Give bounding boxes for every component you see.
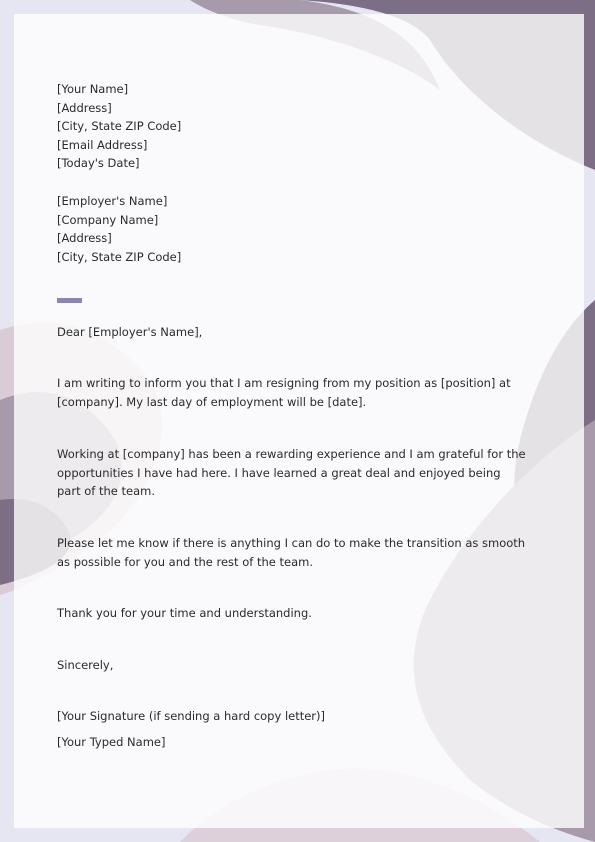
- recipient-company: [Company Name]: [57, 212, 159, 227]
- sender-address: [Address]: [57, 100, 112, 115]
- recipient-name: [Employer's Name]: [57, 194, 168, 208]
- closing: Sincerely,: [57, 658, 114, 672]
- paragraph-resignation: I am writing to inform you that I am resigning from my position as [position] at [company]. My last day of employment will be [date].: [57, 376, 511, 409]
- paragraph-gratitude: Working at [company] has been a rewarding experience and I am grateful for the opportunities I have had here. I have learned a great deal and enjoyed being part of the team.: [57, 447, 526, 499]
- sender-city: [City, State ZIP Code]: [57, 119, 182, 134]
- sender-date: [Today's Date]: [57, 156, 140, 171]
- sender-block: [57, 80, 181, 173]
- paragraph-thanks: Thank you for your time and understanding.: [57, 606, 312, 620]
- recipient-block: [57, 192, 181, 266]
- recipient-address: [Address]: [57, 231, 112, 246]
- salutation: Dear [Employer's Name],: [57, 325, 203, 339]
- typed-name: [Your Typed Name]: [57, 735, 166, 749]
- accent-bar: [57, 298, 82, 303]
- paragraph-transition: Please let me know if there is anything I can do to make the transition as smooth as possible for you and the rest of the team.: [57, 536, 526, 569]
- recipient-city: [City, State ZIP Code]: [57, 249, 182, 264]
- sender-email: [Email Address]: [57, 137, 148, 152]
- signature-line: [Your Signature (if sending a hard copy letter)]: [57, 709, 326, 723]
- sender-name: [Your Name]: [57, 82, 129, 96]
